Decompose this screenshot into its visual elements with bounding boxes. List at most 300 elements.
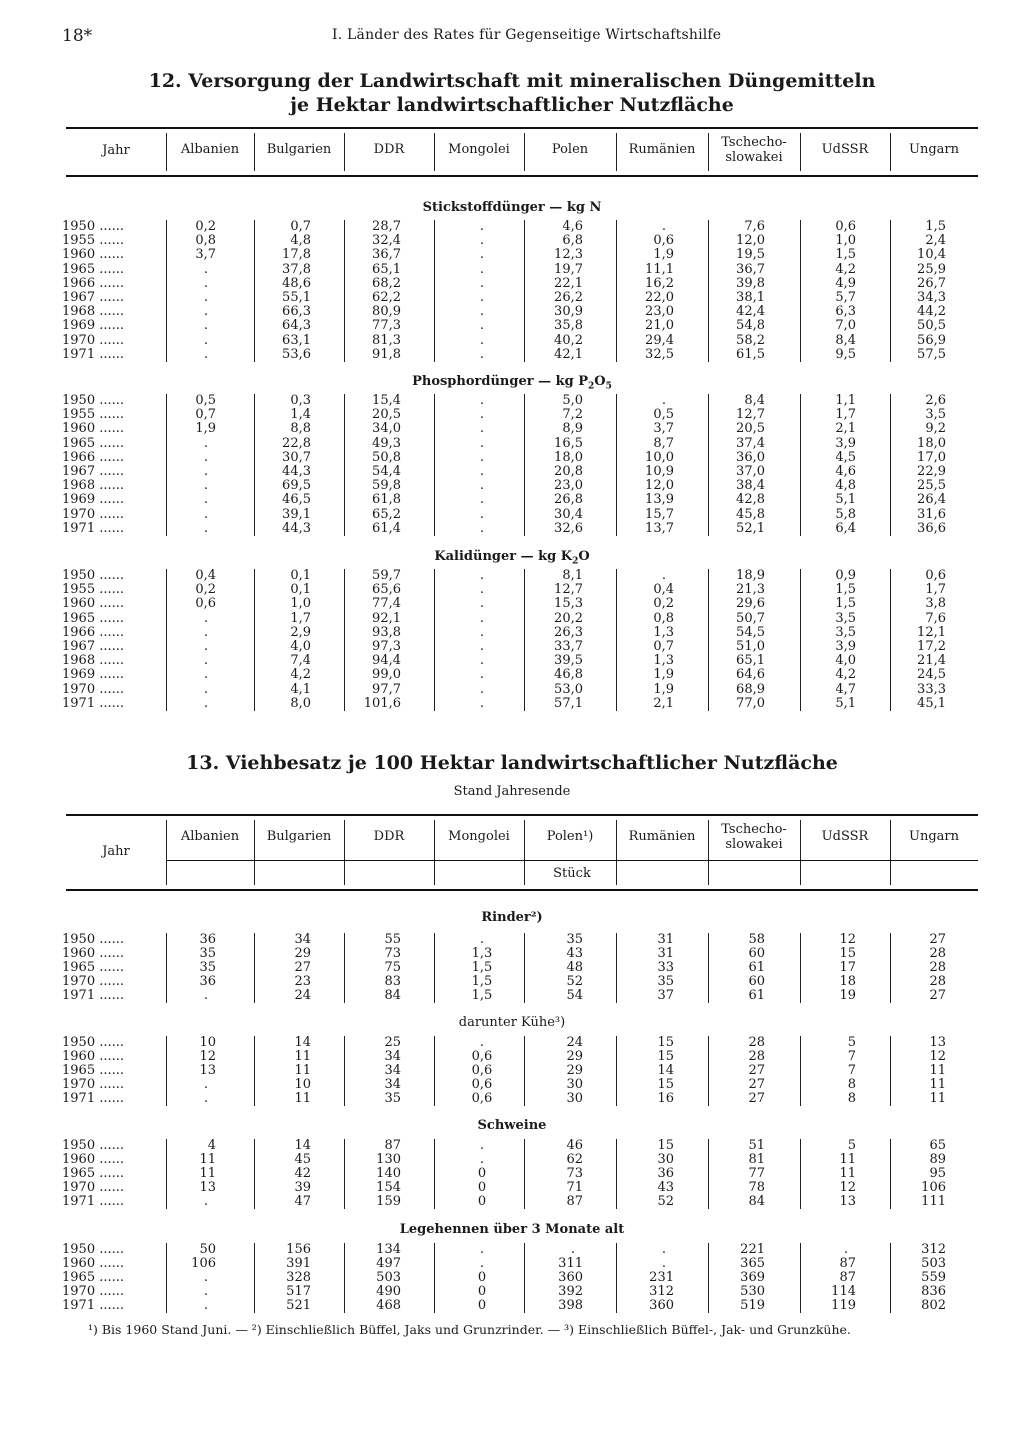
t12-col-sep (434, 569, 435, 711)
cell-polen: 30,4 (554, 506, 583, 522)
cell-mongolei: . (479, 932, 485, 947)
cell-ungarn: 11 (929, 1077, 946, 1092)
cell-udssr: 12 (839, 932, 856, 947)
cell-mongolei: . (479, 568, 485, 583)
cell-ddr: 97,7 (372, 681, 401, 697)
cell-rumaenien: 0,4 (653, 582, 674, 598)
t13-section-label: darunter Kühe³) (458, 1015, 566, 1030)
cell-tschechoslowakei: 519 (740, 1298, 765, 1313)
section-label-sub2: 5 (605, 381, 612, 392)
cell-tschechoslowakei: 58 (748, 932, 765, 947)
table12-title-line2: je Hektar landwirtschaftlicher Nutzfläche (290, 94, 734, 116)
cell-albanien: 50 (199, 1242, 216, 1257)
cell-ddr: 140 (376, 1166, 401, 1181)
cell-mongolei: . (479, 219, 485, 234)
cell-udssr: 2,1 (835, 421, 856, 437)
cell-albanien: 36 (199, 974, 216, 989)
cell-tschechoslowakei: 365 (740, 1256, 765, 1271)
row-year: 1967 ...... (62, 291, 125, 305)
cell-udssr: 1,7 (835, 407, 856, 423)
cell-bulgarien: 0,1 (290, 582, 311, 598)
t13-col-sep (708, 933, 709, 1003)
cell-albanien: . (203, 681, 209, 697)
row-year: 1950 ...... (62, 933, 125, 947)
cell-albanien: . (203, 653, 209, 669)
t13-col-bulgarien: Bulgarien (266, 829, 332, 844)
cell-tschechoslowakei: 68,9 (736, 681, 765, 697)
cell-ddr: 62,2 (372, 290, 401, 305)
cell-ddr: 93,8 (372, 624, 401, 640)
t12-row (0, 668, 1024, 682)
cell-bulgarien: 14 (294, 1035, 311, 1050)
t13-col-sep (434, 1036, 435, 1106)
cell-tschechoslowakei: 27 (748, 1077, 765, 1092)
cell-ddr: 68,2 (372, 275, 401, 291)
cell-polen: 8,9 (562, 421, 583, 437)
cell-udssr: 3,9 (835, 639, 856, 654)
cell-mongolei: . (479, 393, 485, 408)
t13-col-sep (616, 1243, 617, 1313)
cell-bulgarien: 29 (294, 946, 311, 961)
row-year: 1971 ...... (62, 989, 125, 1003)
t12-row (0, 277, 1024, 291)
cell-tschechoslowakei: 7,6 (744, 219, 765, 234)
t13-row (0, 1153, 1024, 1167)
t13-col-sep (344, 1139, 345, 1209)
cell-udssr: 7,0 (835, 318, 856, 334)
cell-rumaenien: 14 (657, 1063, 674, 1078)
cell-rumaenien: 31 (657, 932, 674, 947)
row-year: 1960 ...... (62, 422, 125, 437)
row-year: 1960 ...... (62, 947, 125, 961)
t13-col-sep (254, 1243, 255, 1313)
cell-udssr: 18 (839, 974, 856, 989)
t12-col-sep (616, 220, 617, 362)
cell-bulgarien: 23 (294, 974, 311, 989)
cell-ddr: 65,1 (372, 261, 401, 277)
cell-rumaenien: 1,3 (653, 653, 674, 669)
t12-col-mongolei: Mongolei (448, 142, 510, 157)
section-label-tail: O (594, 374, 606, 389)
t12-col-sep (800, 394, 801, 536)
t13-col-sep (616, 1139, 617, 1209)
cell-bulgarien: 11 (294, 1063, 311, 1078)
cell-polen: 35,8 (554, 318, 583, 334)
cell-polen: 398 (558, 1298, 583, 1313)
cell-ddr: 468 (376, 1298, 401, 1313)
cell-mongolei: . (479, 421, 485, 437)
cell-ungarn: 18,0 (917, 435, 946, 451)
t12-col-albanien: Albanien (180, 142, 240, 157)
t12-row (0, 220, 1024, 234)
cell-mongolei: . (479, 290, 485, 305)
cell-ungarn: 36,6 (917, 520, 946, 536)
cell-ungarn: 11 (929, 1063, 946, 1078)
t12-row (0, 508, 1024, 522)
t13-col-sep (800, 1036, 801, 1106)
row-year: 1966 ...... (62, 625, 125, 640)
cell-ddr: 20,5 (372, 407, 401, 423)
t12-row (0, 291, 1024, 305)
cell-mongolei: . (479, 318, 485, 334)
t12-col-sep (616, 569, 617, 711)
row-year: 1965 ...... (62, 1271, 125, 1285)
t13-col-sep (800, 1139, 801, 1209)
cell-udssr: 5,8 (835, 506, 856, 522)
cell-albanien: 13 (199, 1063, 216, 1078)
row-year: 1971 ...... (62, 1195, 125, 1209)
t13-row (0, 1064, 1024, 1078)
cell-udssr: 4,0 (835, 653, 856, 669)
cell-albanien: 0,4 (195, 568, 216, 583)
cell-rumaenien: 15 (657, 1077, 674, 1092)
cell-udssr: 1,5 (835, 582, 856, 598)
t12-row (0, 437, 1024, 451)
footnote: ¹) Bis 1960 Stand Juni. — ²) Einschließlich Büffel, Jaks und Grunzrinder. — ³) Einschließlich Büffel-, Jak- und Grunzkühe. (88, 1322, 851, 1337)
row-year: 1955 ...... (62, 583, 125, 598)
cell-bulgarien: 4,8 (290, 233, 311, 249)
cell-ungarn: 2,6 (925, 393, 946, 408)
cell-tschechoslowakei: 39,8 (736, 275, 765, 291)
t13-row (0, 961, 1024, 975)
cell-ungarn: 9,2 (925, 421, 946, 437)
row-year: 1971 ...... (62, 1092, 125, 1106)
t13-col-udssr: UdSSR (821, 829, 869, 844)
cell-ungarn: 65 (929, 1138, 946, 1153)
t13-col-sep (524, 1243, 525, 1313)
t13-row (0, 1139, 1024, 1153)
t13-row (0, 933, 1024, 947)
cell-tschechoslowakei: 28 (748, 1035, 765, 1050)
cell-polen: 46,8 (554, 667, 583, 683)
cell-tschechoslowakei: 37,4 (736, 435, 765, 451)
t13-col-albanien: Albanien (180, 829, 240, 844)
cell-albanien: 4 (207, 1138, 216, 1153)
cell-bulgarien: 0,3 (290, 393, 311, 408)
cell-polen: 33,7 (554, 639, 583, 654)
cell-udssr: 1,0 (835, 233, 856, 249)
cell-udssr: 87 (839, 1256, 856, 1271)
cell-polen: 15,3 (554, 596, 583, 612)
cell-tschechoslowakei: 45,8 (736, 506, 765, 522)
cell-tschechoslowakei: 60 (748, 946, 765, 961)
cell-ddr: 159 (376, 1194, 401, 1209)
cell-ungarn: 111 (921, 1194, 946, 1209)
cell-bulgarien: 24 (294, 988, 311, 1003)
cell-polen: 311 (558, 1256, 583, 1271)
t12-col-tschechoslowakei-1: Tschecho- (721, 135, 787, 150)
row-year: 1969 ...... (62, 493, 125, 508)
section-label-sub: 2 (572, 556, 579, 567)
running-head: I. Länder des Rates für Gegenseitige Wirtschaftshilfe (332, 27, 722, 43)
cell-bulgarien: 69,5 (282, 478, 311, 494)
cell-rumaenien: 0,7 (653, 639, 674, 654)
t12-row (0, 248, 1024, 262)
cell-polen: 6,8 (562, 233, 583, 249)
cell-udssr: 5 (847, 1138, 856, 1153)
cell-tschechoslowakei: 61,5 (736, 346, 765, 362)
cell-bulgarien: 0,7 (290, 219, 311, 234)
cell-bulgarien: 11 (294, 1091, 311, 1106)
cell-polen: 26,3 (554, 624, 583, 640)
t12-col-sep (434, 220, 435, 362)
t12-row (0, 569, 1024, 583)
row-year: 1966 ...... (62, 276, 125, 291)
cell-mongolei: 1,3 (471, 946, 493, 961)
cell-albanien: . (203, 275, 209, 291)
cell-udssr: 11 (839, 1166, 856, 1181)
cell-rumaenien: 15 (657, 1049, 674, 1064)
cell-bulgarien: 22,8 (282, 435, 311, 451)
cell-udssr: 19 (839, 988, 856, 1003)
cell-tschechoslowakei: 29,6 (736, 596, 765, 612)
cell-mongolei: . (479, 681, 485, 697)
row-year: 1968 ...... (62, 654, 125, 669)
cell-mongolei: . (479, 506, 485, 522)
cell-mongolei: . (479, 639, 485, 654)
cell-mongolei: . (479, 346, 485, 362)
cell-mongolei: . (479, 332, 485, 348)
cell-tschechoslowakei: 27 (748, 1063, 765, 1078)
t13-row (0, 1285, 1024, 1299)
cell-polen: 20,8 (554, 464, 583, 479)
t12-row (0, 522, 1024, 536)
cell-albanien: 3,7 (195, 247, 216, 263)
t13-row (0, 1092, 1024, 1106)
cell-tschechoslowakei: 19,5 (736, 247, 765, 263)
cell-mongolei: . (479, 624, 485, 640)
cell-rumaenien: . (661, 568, 667, 583)
t13-row (0, 947, 1024, 961)
cell-bulgarien: 156 (286, 1242, 311, 1257)
t13-col-jahr: Jahr (102, 844, 130, 859)
t13-col-sep (708, 1139, 709, 1209)
cell-albanien: . (203, 261, 209, 277)
cell-rumaenien: 8,7 (653, 435, 674, 451)
section-label-main: Stickstoffdünger — kg N (422, 200, 602, 215)
cell-ddr: 59,8 (372, 478, 401, 494)
row-year: 1960 ...... (62, 597, 125, 612)
t13-col-sep (708, 1036, 709, 1106)
cell-udssr: 3,9 (835, 435, 856, 451)
cell-ungarn: 44,2 (917, 304, 946, 320)
t13-col-sep (890, 1139, 891, 1209)
cell-bulgarien: 2,9 (290, 624, 311, 640)
t12-col-sep (254, 394, 255, 536)
row-year: 1950 ...... (62, 1243, 125, 1257)
cell-bulgarien: 0,1 (290, 568, 311, 583)
cell-tschechoslowakei: 36,0 (736, 449, 765, 465)
t13-unit: Stück (553, 866, 591, 881)
cell-albanien: 13 (199, 1180, 216, 1195)
t12-row (0, 683, 1024, 697)
cell-ungarn: 22,9 (917, 464, 946, 479)
cell-polen: 12,3 (554, 247, 583, 263)
cell-rumaenien: 35 (657, 974, 674, 989)
cell-rumaenien: 10,9 (645, 464, 674, 479)
cell-albanien: . (203, 332, 209, 348)
cell-albanien: . (203, 667, 209, 683)
cell-ungarn: 28 (929, 960, 946, 975)
cell-rumaenien: 13,7 (645, 520, 674, 536)
row-year: 1969 ...... (62, 319, 125, 334)
cell-mongolei: . (479, 695, 485, 711)
cell-mongolei: . (479, 478, 485, 494)
cell-ddr: 83 (384, 974, 401, 989)
t12-row (0, 334, 1024, 348)
t12-top-rule (66, 127, 978, 129)
t12-row (0, 234, 1024, 248)
t12-col-polen: Polen (551, 142, 589, 157)
cell-albanien: . (203, 1077, 209, 1092)
cell-ddr: 15,4 (372, 393, 401, 408)
cell-albanien: 36 (199, 932, 216, 947)
cell-albanien: 35 (199, 946, 216, 961)
row-year: 1968 ...... (62, 305, 125, 320)
cell-polen: . (570, 1242, 576, 1257)
cell-tschechoslowakei: 78 (748, 1180, 765, 1195)
t13-col-sep (166, 1139, 167, 1209)
cell-ddr: 55 (384, 932, 401, 947)
cell-polen: 12,7 (554, 582, 583, 598)
t12-col-sep (616, 394, 617, 536)
t12-col-sep (890, 569, 891, 711)
cell-mongolei: 1,5 (471, 974, 493, 989)
t13-col-sep (344, 933, 345, 1003)
t13-col-sep (616, 1036, 617, 1106)
cell-bulgarien: 44,3 (282, 520, 311, 536)
cell-mongolei: . (479, 407, 485, 423)
section-label-main: Kalidünger — kg K (434, 549, 573, 564)
t13-col-sep (708, 1243, 709, 1313)
cell-mongolei: . (479, 435, 485, 451)
cell-ungarn: 3,5 (925, 407, 946, 423)
t13-section-label: Rinder²) (481, 910, 543, 925)
t13-col-tschechoslowakei-1: Tschecho- (721, 822, 787, 837)
cell-udssr: 4,5 (835, 449, 856, 465)
t12-col-bulgarien: Bulgarien (266, 142, 332, 157)
cell-albanien: 0,6 (195, 596, 216, 612)
cell-ddr: 99,0 (372, 667, 401, 683)
row-year: 1960 ...... (62, 1257, 125, 1271)
cell-ungarn: 27 (929, 988, 946, 1003)
t12-section-label (0, 549, 1024, 567)
cell-ungarn: 12,1 (917, 624, 946, 640)
cell-polen: 32,6 (554, 520, 583, 536)
cell-albanien: . (203, 506, 209, 522)
cell-udssr: 119 (831, 1298, 856, 1313)
t12-col-sep (166, 220, 167, 362)
cell-bulgarien: 64,3 (282, 318, 311, 334)
cell-mongolei: . (479, 464, 485, 479)
t13-row (0, 1257, 1024, 1271)
t13-row (0, 1181, 1024, 1195)
cell-tschechoslowakei: 27 (748, 1091, 765, 1106)
row-year: 1965 ...... (62, 961, 125, 975)
cell-udssr: 6,4 (835, 520, 856, 536)
cell-albanien: . (203, 695, 209, 711)
cell-albanien: . (203, 449, 209, 465)
cell-rumaenien: 22,0 (645, 290, 674, 305)
t13-row (0, 1299, 1024, 1313)
cell-udssr: 4,8 (835, 478, 856, 494)
t13-row (0, 1195, 1024, 1209)
cell-rumaenien: 30 (657, 1152, 674, 1167)
cell-polen: 26,8 (554, 492, 583, 508)
cell-polen: 30 (566, 1091, 583, 1106)
cell-bulgarien: 4,0 (290, 639, 311, 654)
t12-col-sep (708, 394, 709, 536)
cell-polen: 53,0 (554, 681, 583, 697)
cell-mongolei: 1,5 (471, 988, 493, 1003)
cell-albanien: 35 (199, 960, 216, 975)
cell-mongolei: . (479, 1035, 485, 1050)
cell-rumaenien: 11,1 (645, 261, 674, 277)
t12-row (0, 654, 1024, 668)
cell-ddr: 101,6 (363, 695, 401, 711)
cell-tschechoslowakei: 36,7 (736, 261, 765, 277)
cell-albanien: . (203, 346, 209, 362)
cell-udssr: 1,5 (835, 596, 856, 612)
cell-tschechoslowakei: 42,8 (736, 492, 765, 508)
t13-col-sep (800, 1243, 801, 1313)
cell-albanien: . (203, 988, 209, 1003)
cell-albanien: 0,2 (195, 219, 216, 234)
t13-col-polen: Polen¹) (546, 829, 594, 844)
t13-col-mongolei: Mongolei (448, 829, 510, 844)
cell-ddr: 80,9 (372, 304, 401, 320)
cell-ddr: 77,3 (372, 318, 401, 334)
cell-mongolei: 0,6 (471, 1077, 493, 1092)
cell-udssr: 3,5 (835, 610, 856, 626)
t12-row (0, 612, 1024, 626)
cell-bulgarien: 63,1 (282, 332, 311, 348)
t13-section-label: Legehennen über 3 Monate alt (399, 1222, 625, 1237)
cell-tschechoslowakei: 61 (748, 960, 765, 975)
cell-bulgarien: 8,0 (290, 695, 311, 711)
cell-rumaenien: 16,2 (645, 275, 674, 291)
cell-albanien: . (203, 1194, 209, 1209)
cell-tschechoslowakei: 221 (740, 1242, 765, 1257)
t12-col-sep (254, 220, 255, 362)
t13-col-sep (890, 1036, 891, 1106)
cell-udssr: 4,2 (835, 261, 856, 277)
t12-col-sep (434, 394, 435, 536)
cell-bulgarien: 47 (294, 1194, 311, 1209)
cell-bulgarien: 521 (286, 1298, 311, 1313)
cell-ddr: 36,7 (372, 247, 401, 263)
cell-rumaenien: . (661, 1242, 667, 1257)
cell-albanien: 10 (199, 1035, 216, 1050)
cell-udssr: 5,1 (835, 695, 856, 711)
cell-tschechoslowakei: 64,6 (736, 667, 765, 683)
cell-rumaenien: 10,0 (645, 449, 674, 465)
t12-col-sep (166, 569, 167, 711)
cell-tschechoslowakei: 52,1 (736, 520, 765, 536)
cell-udssr: 0,6 (835, 219, 856, 234)
cell-tschechoslowakei: 84 (748, 1194, 765, 1209)
cell-mongolei: . (479, 1256, 485, 1271)
cell-ungarn: 24,5 (917, 667, 946, 683)
cell-ungarn: 559 (921, 1270, 946, 1285)
t12-col-sep (800, 569, 801, 711)
cell-mongolei: 0 (477, 1284, 487, 1299)
t12-col-sep (524, 394, 525, 536)
cell-ungarn: 50,5 (917, 318, 946, 334)
t12-row (0, 451, 1024, 465)
cell-ddr: 77,4 (372, 596, 401, 612)
cell-polen: 35 (566, 932, 583, 947)
